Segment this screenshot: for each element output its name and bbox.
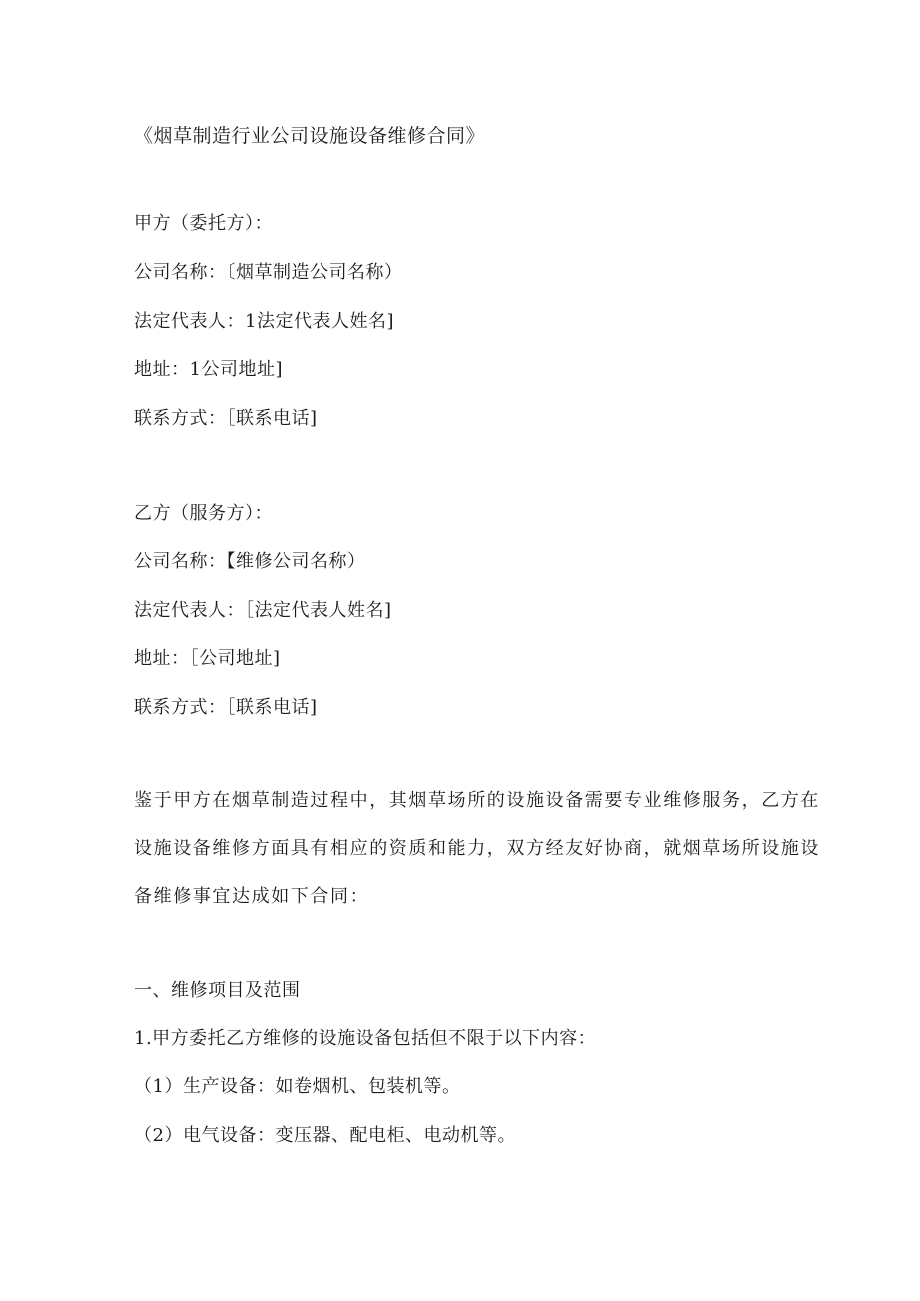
party-b-representative: 法定代表人：［法定代表人姓名] bbox=[134, 600, 392, 621]
section-1-heading: 一、维修项目及范围 bbox=[134, 980, 301, 1001]
party-a-representative: 法定代表人：1法定代表人姓名] bbox=[134, 311, 394, 332]
preamble-line: 设施设备维修方面具有相应的资质和能力，双方经友好协商，就烟草场所设施设 bbox=[134, 838, 820, 859]
party-b-address: 地址：［公司地址] bbox=[134, 648, 281, 669]
contract-title: 《烟草制造行业公司设施设备维修合同》 bbox=[134, 125, 486, 147]
section-1-sub-item-2: （2）电气设备：变压器、配电柜、电动机等。 bbox=[134, 1125, 516, 1146]
party-a-heading: 甲方（委托方）： bbox=[134, 213, 273, 234]
party-b-contact: 联系方式：［联系电话] bbox=[134, 697, 318, 718]
party-b-company: 公司名称：【维修公司名称） bbox=[134, 551, 366, 572]
preamble-line: 鉴于甲方在烟草制造过程中，其烟草场所的设施设备需要专业维修服务，乙方在 bbox=[134, 790, 820, 811]
preamble-line: 备维修事宜达成如下合同： bbox=[134, 886, 370, 907]
party-a-address: 地址：1公司地址] bbox=[134, 359, 283, 380]
party-a-contact: 联系方式：［联系电话] bbox=[134, 408, 318, 429]
section-1-item-1: 1.甲方委托乙方维修的设施设备包括但不限于以下内容： bbox=[134, 1028, 597, 1049]
section-1-sub-item-1: （1）生产设备：如卷烟机、包装机等。 bbox=[134, 1076, 461, 1097]
party-b-heading: 乙方（服务方）： bbox=[134, 503, 273, 524]
party-a-company: 公司名称：〔烟草制造公司名称） bbox=[134, 262, 403, 283]
